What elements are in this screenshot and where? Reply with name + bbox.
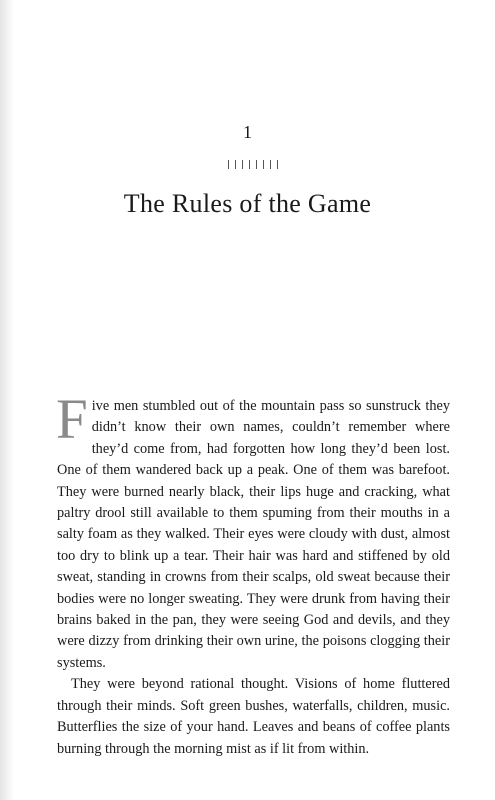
ornament-tick xyxy=(249,160,250,169)
paragraph-first-text: ive men stumbled out of the mountain pass so sunstruck they didn’t know their own names, couldn’t remember where they’d come from, had forgotten how long they’d been lost. One of them wandered back up a peak. One of them was barefoot. They were burned nearly black, their lips huge and cracking, what paltry drool still available to them spuming from their mouths in a salty foam as they walked. Their eyes were cloudy with dust, almost too dry to blink up a tear. Their hair was hard and stiffened by old sweat, standing in crowns from their scalps, old sweat because their bodies were no longer sweating. They were drunk from having their brains baked in the pan, they were seeing God and devils, and they were dizzy from drinking their own urine, the poisons clogging their systems. xyxy=(57,398,450,671)
page-edge-shadow xyxy=(0,0,14,800)
paragraph-second: They were beyond rational thought. Visions of home fluttered through their minds. Soft green bushes, waterfalls, children, music. Butterflies the size of your hand. Leaves and beans of coffee plants burning through the morning mist as if lit from within. xyxy=(57,676,450,757)
ornament-tick xyxy=(235,160,236,169)
ornament-tick xyxy=(270,160,271,169)
ornament-tick xyxy=(277,160,278,169)
chapter-title: The Rules of the Game xyxy=(123,189,372,218)
paragraph-first xyxy=(56,388,450,674)
ornament-tick xyxy=(256,160,257,169)
chapter-number: 1 xyxy=(243,122,252,142)
chapter-ornament xyxy=(228,160,278,170)
drop-cap: F xyxy=(56,388,88,451)
ornament-tick xyxy=(228,160,229,169)
ornament-tick xyxy=(263,160,264,169)
ornament-tick xyxy=(242,160,243,169)
chapter-body xyxy=(56,388,450,760)
